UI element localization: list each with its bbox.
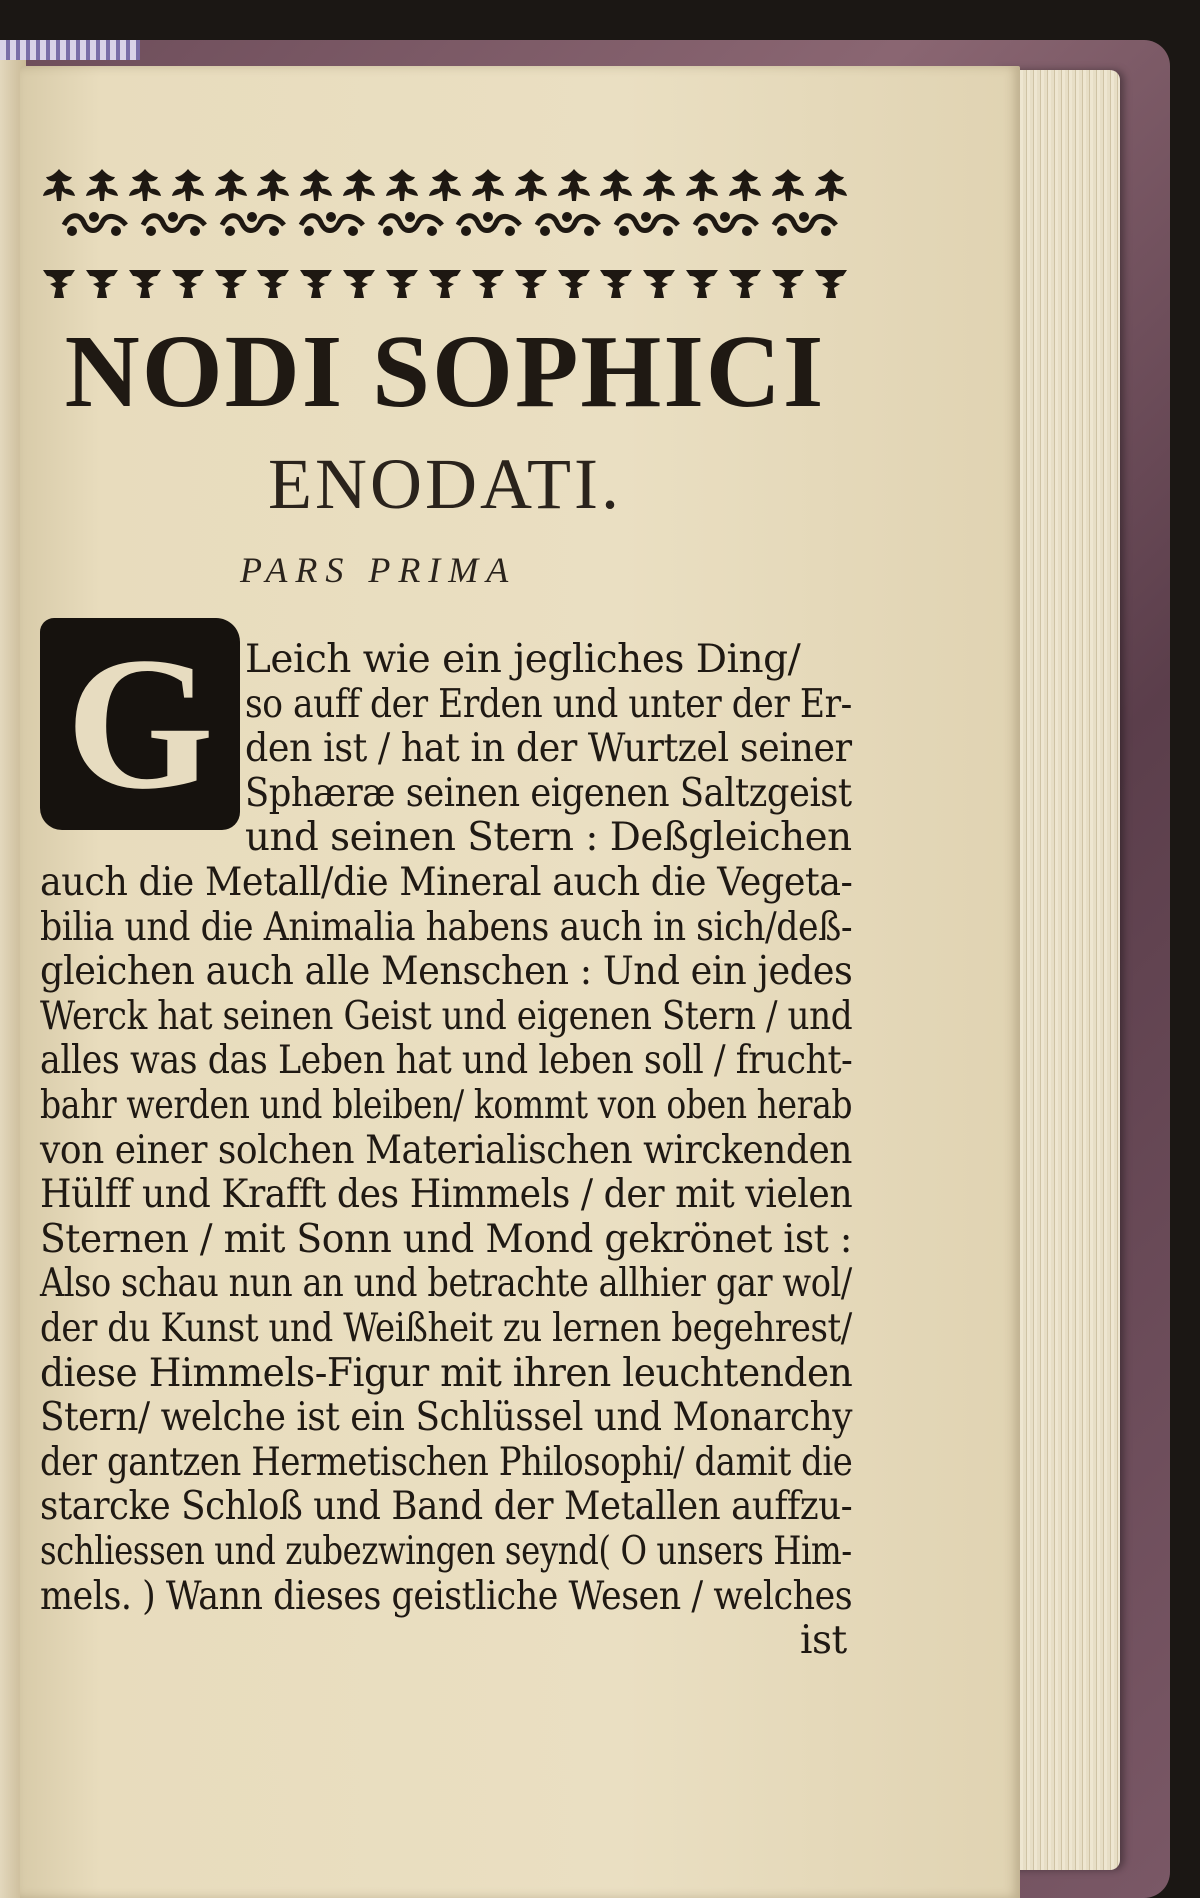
text-line: diese Himmels-Figur mit ihren leuchtenden: [40, 1350, 853, 1396]
vine-icon: [612, 209, 682, 241]
page-subtitle: ENODATI.: [268, 444, 622, 524]
vine-icon: [139, 209, 209, 241]
text-line: der du Kunst und Weißheit zu lernen begehrest/: [40, 1306, 852, 1351]
text-line: schliessen und zubezwingen seynd( O unsers Him-: [40, 1529, 852, 1574]
trefoil-icon: [812, 264, 850, 300]
vine-icon: [297, 209, 367, 241]
text-line: Werck hat seinen Geist und eigenen Stern / und: [40, 993, 853, 1039]
fleuron-icon: [383, 167, 421, 203]
text-line: Hülff und Krafft des Himmels / der mit vielen: [40, 1172, 853, 1218]
text-line: so auff der Erden und unter der Er-: [245, 681, 852, 727]
text-line: Also schau nun an und betrachte allhier gar wol/: [40, 1261, 852, 1307]
text-line: bilia und die Animalia habens auch in sich/deß-: [40, 904, 853, 950]
fleuron-icon: [769, 167, 807, 203]
text-line: auch die Metall/die Mineral auch die Vegeta-: [40, 860, 853, 905]
text-line: der gantzen Hermetischen Philosophi/ damit die: [40, 1439, 853, 1485]
text-line: starcke Schloß und Band der Metallen auffzu-: [40, 1484, 853, 1530]
text-line: mels. ) Wann dieses geistliche Wesen / welches: [40, 1573, 853, 1619]
fleuron-icon: [126, 167, 164, 203]
trefoil-icon: [469, 264, 507, 300]
trefoil-icon: [212, 264, 250, 300]
fleuron-icon: [683, 167, 721, 203]
fleuron-icon: [469, 167, 507, 203]
trefoil-icon: [726, 264, 764, 300]
fleuron-icon: [426, 167, 464, 203]
fleuron-icon: [812, 167, 850, 203]
text-line: alles was das Leben hat und leben soll / frucht-: [40, 1038, 853, 1084]
text-line: gleichen auch alle Menschen : Und ein jedes: [40, 949, 853, 995]
text-line: Stern/ welche ist ein Schlüssel und Monarchy: [40, 1395, 853, 1441]
trefoil-icon: [40, 264, 78, 300]
vine-icon: [691, 209, 761, 241]
part-heading: PARS PRIMA: [240, 550, 517, 590]
trefoil-icon: [597, 264, 635, 300]
bookmark-ribbon: [0, 40, 140, 60]
text-line: ist: [800, 1618, 847, 1664]
text-line: Sphæræ seinen eigenen Saltzgeist: [245, 770, 852, 816]
vine-icon: [533, 209, 603, 241]
fleuron-icon: [726, 167, 764, 203]
vine-icon: [770, 209, 840, 241]
trefoil-icon: [555, 264, 593, 300]
vine-icon: [218, 209, 288, 241]
page-title: NODI SOPHICI: [64, 314, 826, 429]
ornament-row-vines: [60, 205, 840, 245]
fleuron-icon: [169, 167, 207, 203]
ornament-row-trefoils: [40, 262, 850, 302]
text-line: den ist / hat in der Wurtzel seiner: [245, 726, 852, 772]
ornament-row-fleurons: [40, 165, 850, 205]
trefoil-icon: [169, 264, 207, 300]
fleuron-icon: [212, 167, 250, 203]
trefoil-icon: [297, 264, 335, 300]
trefoil-icon: [126, 264, 164, 300]
vine-icon: [60, 209, 130, 241]
text-line: bahr werden und bleiben/ kommt von oben herab: [40, 1083, 853, 1128]
trefoil-icon: [254, 264, 292, 300]
trefoil-icon: [512, 264, 550, 300]
fleuron-icon: [597, 167, 635, 203]
trefoil-icon: [383, 264, 421, 300]
trefoil-icon: [426, 264, 464, 300]
fleuron-icon: [254, 167, 292, 203]
text-line: und seinen Stern : Deßgleichen: [245, 815, 852, 861]
fleuron-icon: [83, 167, 121, 203]
fleuron-icon: [340, 167, 378, 203]
vine-icon: [376, 209, 446, 241]
fleuron-icon: [555, 167, 593, 203]
text-line: Leich wie ein jegliches Ding/: [245, 637, 801, 682]
fleuron-icon: [512, 167, 550, 203]
text-line: von einer solchen Materialischen wirckenden: [40, 1127, 852, 1173]
fleuron-icon: [297, 167, 335, 203]
trefoil-icon: [340, 264, 378, 300]
fleuron-icon: [40, 167, 78, 203]
trefoil-icon: [83, 264, 121, 300]
fleuron-icon: [640, 167, 678, 203]
trefoil-icon: [683, 264, 721, 300]
initial-letter: G: [66, 619, 214, 829]
text-line: Sternen / mit Sonn und Mond gekrönet ist :: [40, 1216, 852, 1262]
vine-icon: [454, 209, 524, 241]
trefoil-icon: [640, 264, 678, 300]
trefoil-icon: [769, 264, 807, 300]
decorated-initial: [40, 618, 240, 830]
